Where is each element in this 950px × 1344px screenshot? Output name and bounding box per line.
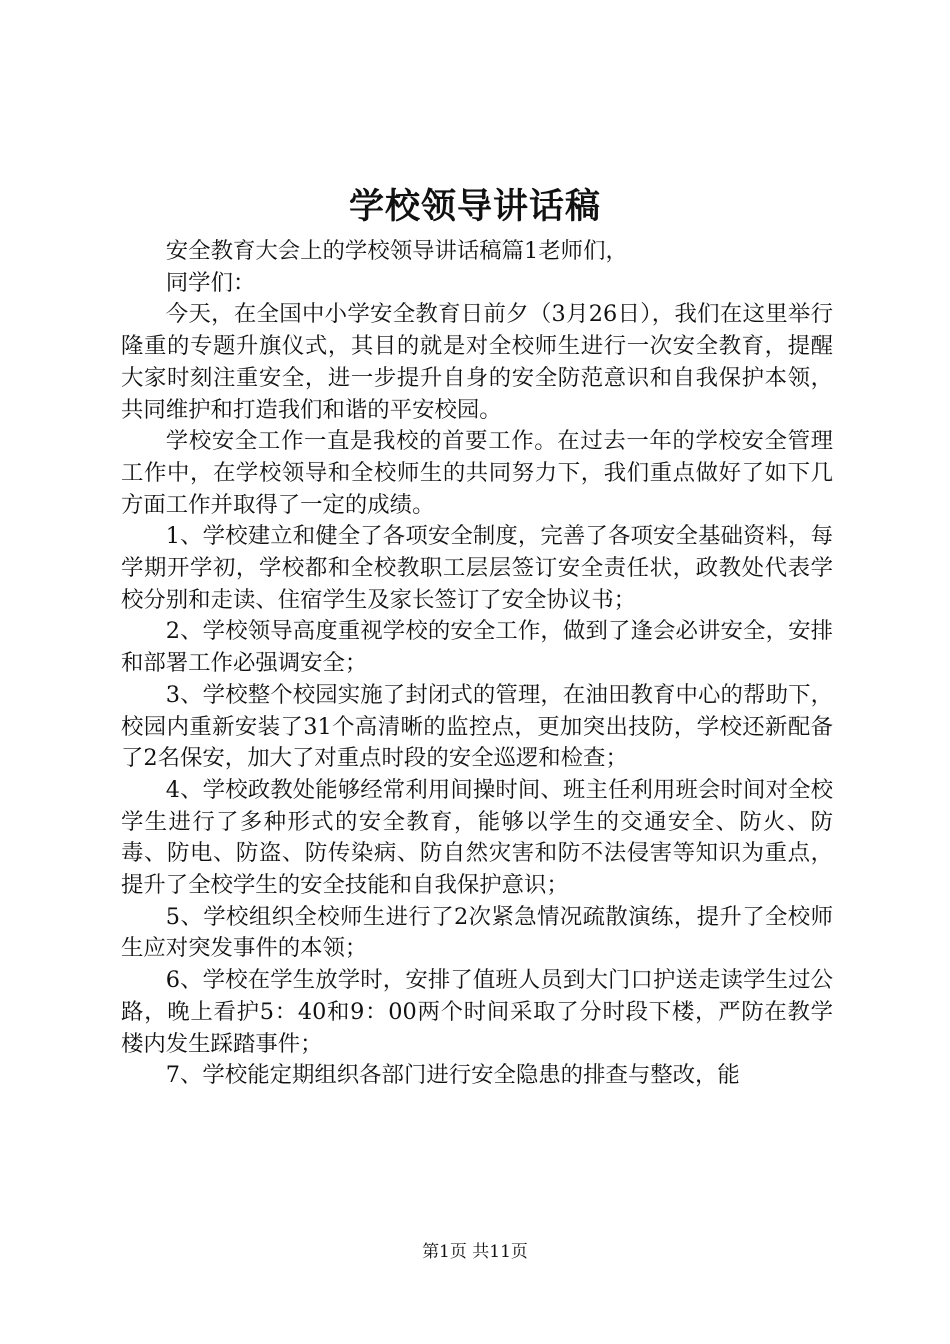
paragraph: 2、学校领导高度重视学校的安全工作，做到了逢会必讲安全，安排和部署工作必强调安全； (121, 618, 833, 677)
paragraph: 3、学校整个校园实施了封闭式的管理，在油田教育中心的帮助下，校园内重新安装了31个高清晰的监控点，更加突出技防，学校还新配备了2名保安，加大了对重点时段的安全巡逻和检查； (121, 681, 833, 772)
paragraph: 6、学校在学生放学时，安排了值班人员到大门口护送走读学生过公路，晚上看护5：40和9：00两个时间采取了分时段下楼，严防在教学楼内发生踩踏事件； (121, 967, 833, 1057)
paragraph: 今天，在全国中小学安全教育日前夕（3月26日），我们在这里举行隆重的专题升旗仪式，其目的就是对全校师生进行一次安全教育，提醒大家时刻注重安全，进一步提升自身的安全防范意识和自我保护本领，共同维护和打造我们和谐的平安校园。 (121, 301, 833, 423)
paragraph: 5、学校组织全校师生进行了2次紧急情况疏散演练，提升了全校师生应对突发事件的本领； (121, 903, 833, 962)
document-title: 学校领导讲话稿 (348, 186, 601, 227)
paragraph: 安全教育大会上的学校领导讲话稿篇1老师们， (165, 238, 628, 264)
paragraph: 1、学校建立和健全了各项安全制度，完善了各项安全基础资料，每学期开学初，学校都和全校教职工层层签订安全责任状，政教处代表学校分别和走读、住宿学生及家长签订了安全协议书； (121, 523, 833, 613)
document-body (121, 236, 833, 1092)
paragraph: 学校安全工作一直是我校的首要工作。在过去一年的学校安全管理工作中，在学校领导和全校师生的共同努力下，我们重点做好了如下几方面工作并取得了一定的成绩。 (121, 428, 833, 518)
paragraph: 7、学校能定期组织各部门进行安全隐患的排查与整改，能 (165, 1062, 740, 1089)
paragraph: 4、学校政教处能够经常利用间操时间、班主任利用班会时间对全校学生进行了多种形式的安全教育，能够以学生的交通安全、防火、防毒、防电、防盗、防传染病、防自然灾害和防不法侵害等知识为重点，提升了全校学生的安全技能和自我保护意识； (121, 776, 833, 899)
page-footer: 第1页 共11页 (422, 1242, 528, 1262)
paragraph: 同学们： (165, 269, 256, 296)
